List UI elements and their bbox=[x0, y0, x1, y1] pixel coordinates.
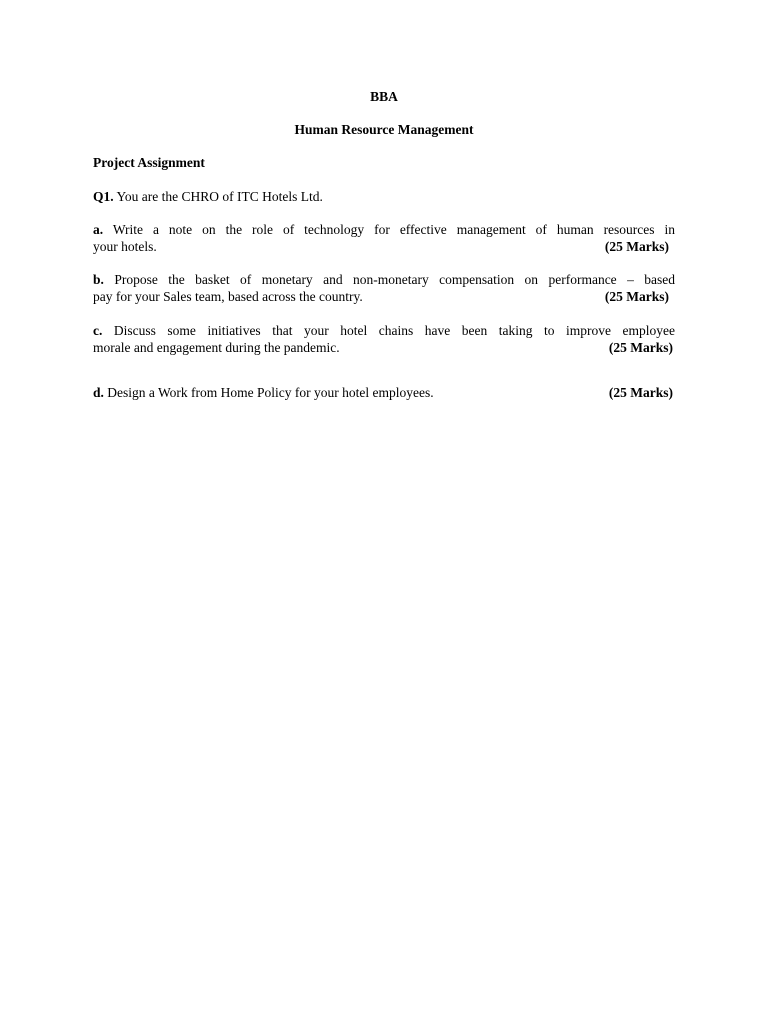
question-text: You are the CHRO of ITC Hotels Ltd. bbox=[116, 189, 323, 204]
part-d-label: d. bbox=[93, 385, 104, 400]
part-a-line1 bbox=[93, 222, 675, 239]
part-c-line2 bbox=[93, 340, 675, 357]
part-b bbox=[93, 272, 675, 305]
section-heading: Project Assignment bbox=[93, 155, 205, 170]
part-b-label: b. bbox=[93, 272, 104, 287]
part-b-line2 bbox=[93, 289, 675, 306]
part-c-marks: (25 Marks) bbox=[608, 339, 673, 355]
part-a-text-cont: your hotels. bbox=[93, 238, 157, 254]
part-c-line1 bbox=[93, 323, 675, 340]
part-d-marks: (25 Marks) bbox=[608, 385, 673, 400]
part-a-line2 bbox=[93, 239, 675, 256]
part-b-text: Propose the basket of monetary and non-monetary compensation on performance – based bbox=[114, 272, 675, 287]
part-a bbox=[93, 222, 675, 255]
part-b-text-cont: pay for your Sales team, based across the country. bbox=[93, 288, 363, 304]
question-line bbox=[93, 188, 675, 205]
program-title: BBA bbox=[370, 89, 398, 104]
part-d-text: Design a Work from Home Policy for your hotel employees. bbox=[107, 385, 434, 400]
part-b-marks: (25 Marks) bbox=[604, 288, 669, 304]
part-c bbox=[93, 323, 675, 356]
question-number: Q1. bbox=[93, 189, 114, 204]
part-b-line1 bbox=[93, 272, 675, 289]
part-a-text: Write a note on the role of technology for effective management of human resources in bbox=[112, 222, 675, 237]
subject-title: Human Resource Management bbox=[294, 122, 474, 137]
part-a-marks: (25 Marks) bbox=[604, 238, 669, 254]
part-c-text: Discuss some initiatives that your hotel chains have been taking to improve employee bbox=[113, 323, 676, 338]
part-d bbox=[93, 384, 675, 401]
part-a-label: a. bbox=[93, 222, 104, 237]
part-c-label: c. bbox=[93, 323, 103, 338]
part-c-text-cont: morale and engagement during the pandemic. bbox=[93, 339, 340, 355]
